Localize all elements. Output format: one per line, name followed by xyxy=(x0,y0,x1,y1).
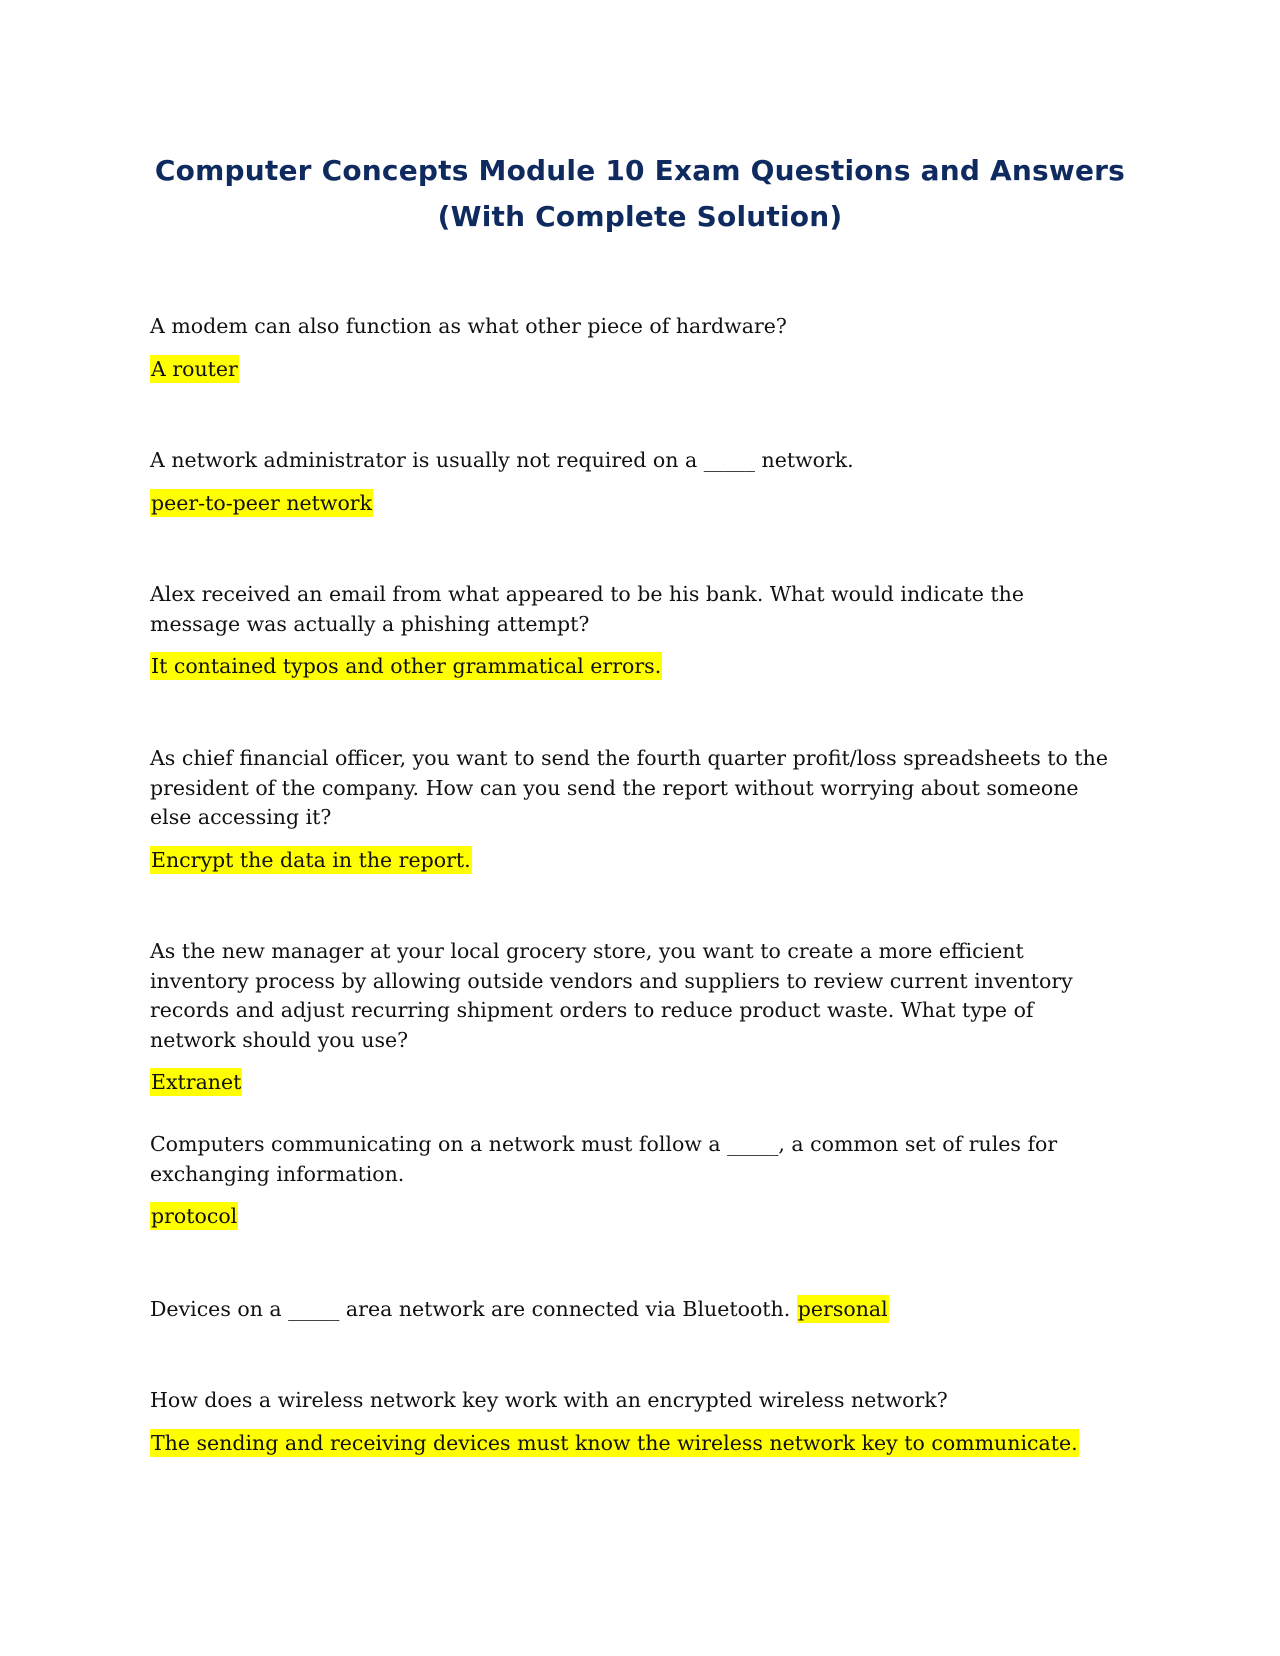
answer-highlight: A router xyxy=(151,356,238,381)
qa-item xyxy=(150,744,1120,875)
qa-item xyxy=(150,1130,1120,1232)
question-text: Computers communicating on a network must follow a _____, a common set of rules for exchanging information. xyxy=(150,1132,1058,1186)
qa-item xyxy=(150,937,1120,1098)
qa-item xyxy=(150,446,1120,518)
qa-item xyxy=(150,1295,1120,1325)
qa-item xyxy=(150,1386,1120,1458)
question-text: As the new manager at your local grocery store, you want to create a more efficient inventory process by allowing outside vendors and suppliers to review current inventory records and adjust recurring shipment orders to reduce product waste. What type of network should you use? xyxy=(150,939,1073,1052)
qa-item xyxy=(150,312,1120,384)
question-text: How does a wireless network key work with an encrypted wireless network? xyxy=(150,1388,948,1412)
answer-highlight: personal xyxy=(797,1297,888,1321)
answer-highlight: Encrypt the data in the report. xyxy=(151,847,471,872)
answer-highlight: The sending and receiving devices must know the wireless network key to communicate. xyxy=(151,1430,1078,1455)
question-text: Alex received an email from what appeared to be his bank. What would indicate the message was actually a phishing attempt? xyxy=(150,582,1024,636)
answer-highlight: Extranet xyxy=(151,1070,242,1094)
answer-highlight: It contained typos and other grammatical errors. xyxy=(151,654,662,678)
qa-item xyxy=(150,580,1120,682)
title-line-1: Computer Concepts Module 10 Exam Questions and Answers xyxy=(154,154,1126,187)
question-text: A network administrator is usually not required on a _____ network. xyxy=(150,448,854,472)
answer-highlight: protocol xyxy=(151,1204,238,1228)
answer-highlight: peer-to-peer network xyxy=(151,490,373,515)
document-title xyxy=(150,148,1130,240)
title-line-2: (With Complete Solution) xyxy=(437,200,843,233)
question-text: Devices on a _____ area network are connected via Bluetooth. xyxy=(150,1297,791,1321)
question-text: A modem can also function as what other piece of hardware? xyxy=(150,314,787,338)
question-text: As chief financial officer, you want to send the fourth quarter profit/loss spreadsheets to the president of the company. How can you send the report without worrying about someone else accessing it? xyxy=(150,746,1108,829)
